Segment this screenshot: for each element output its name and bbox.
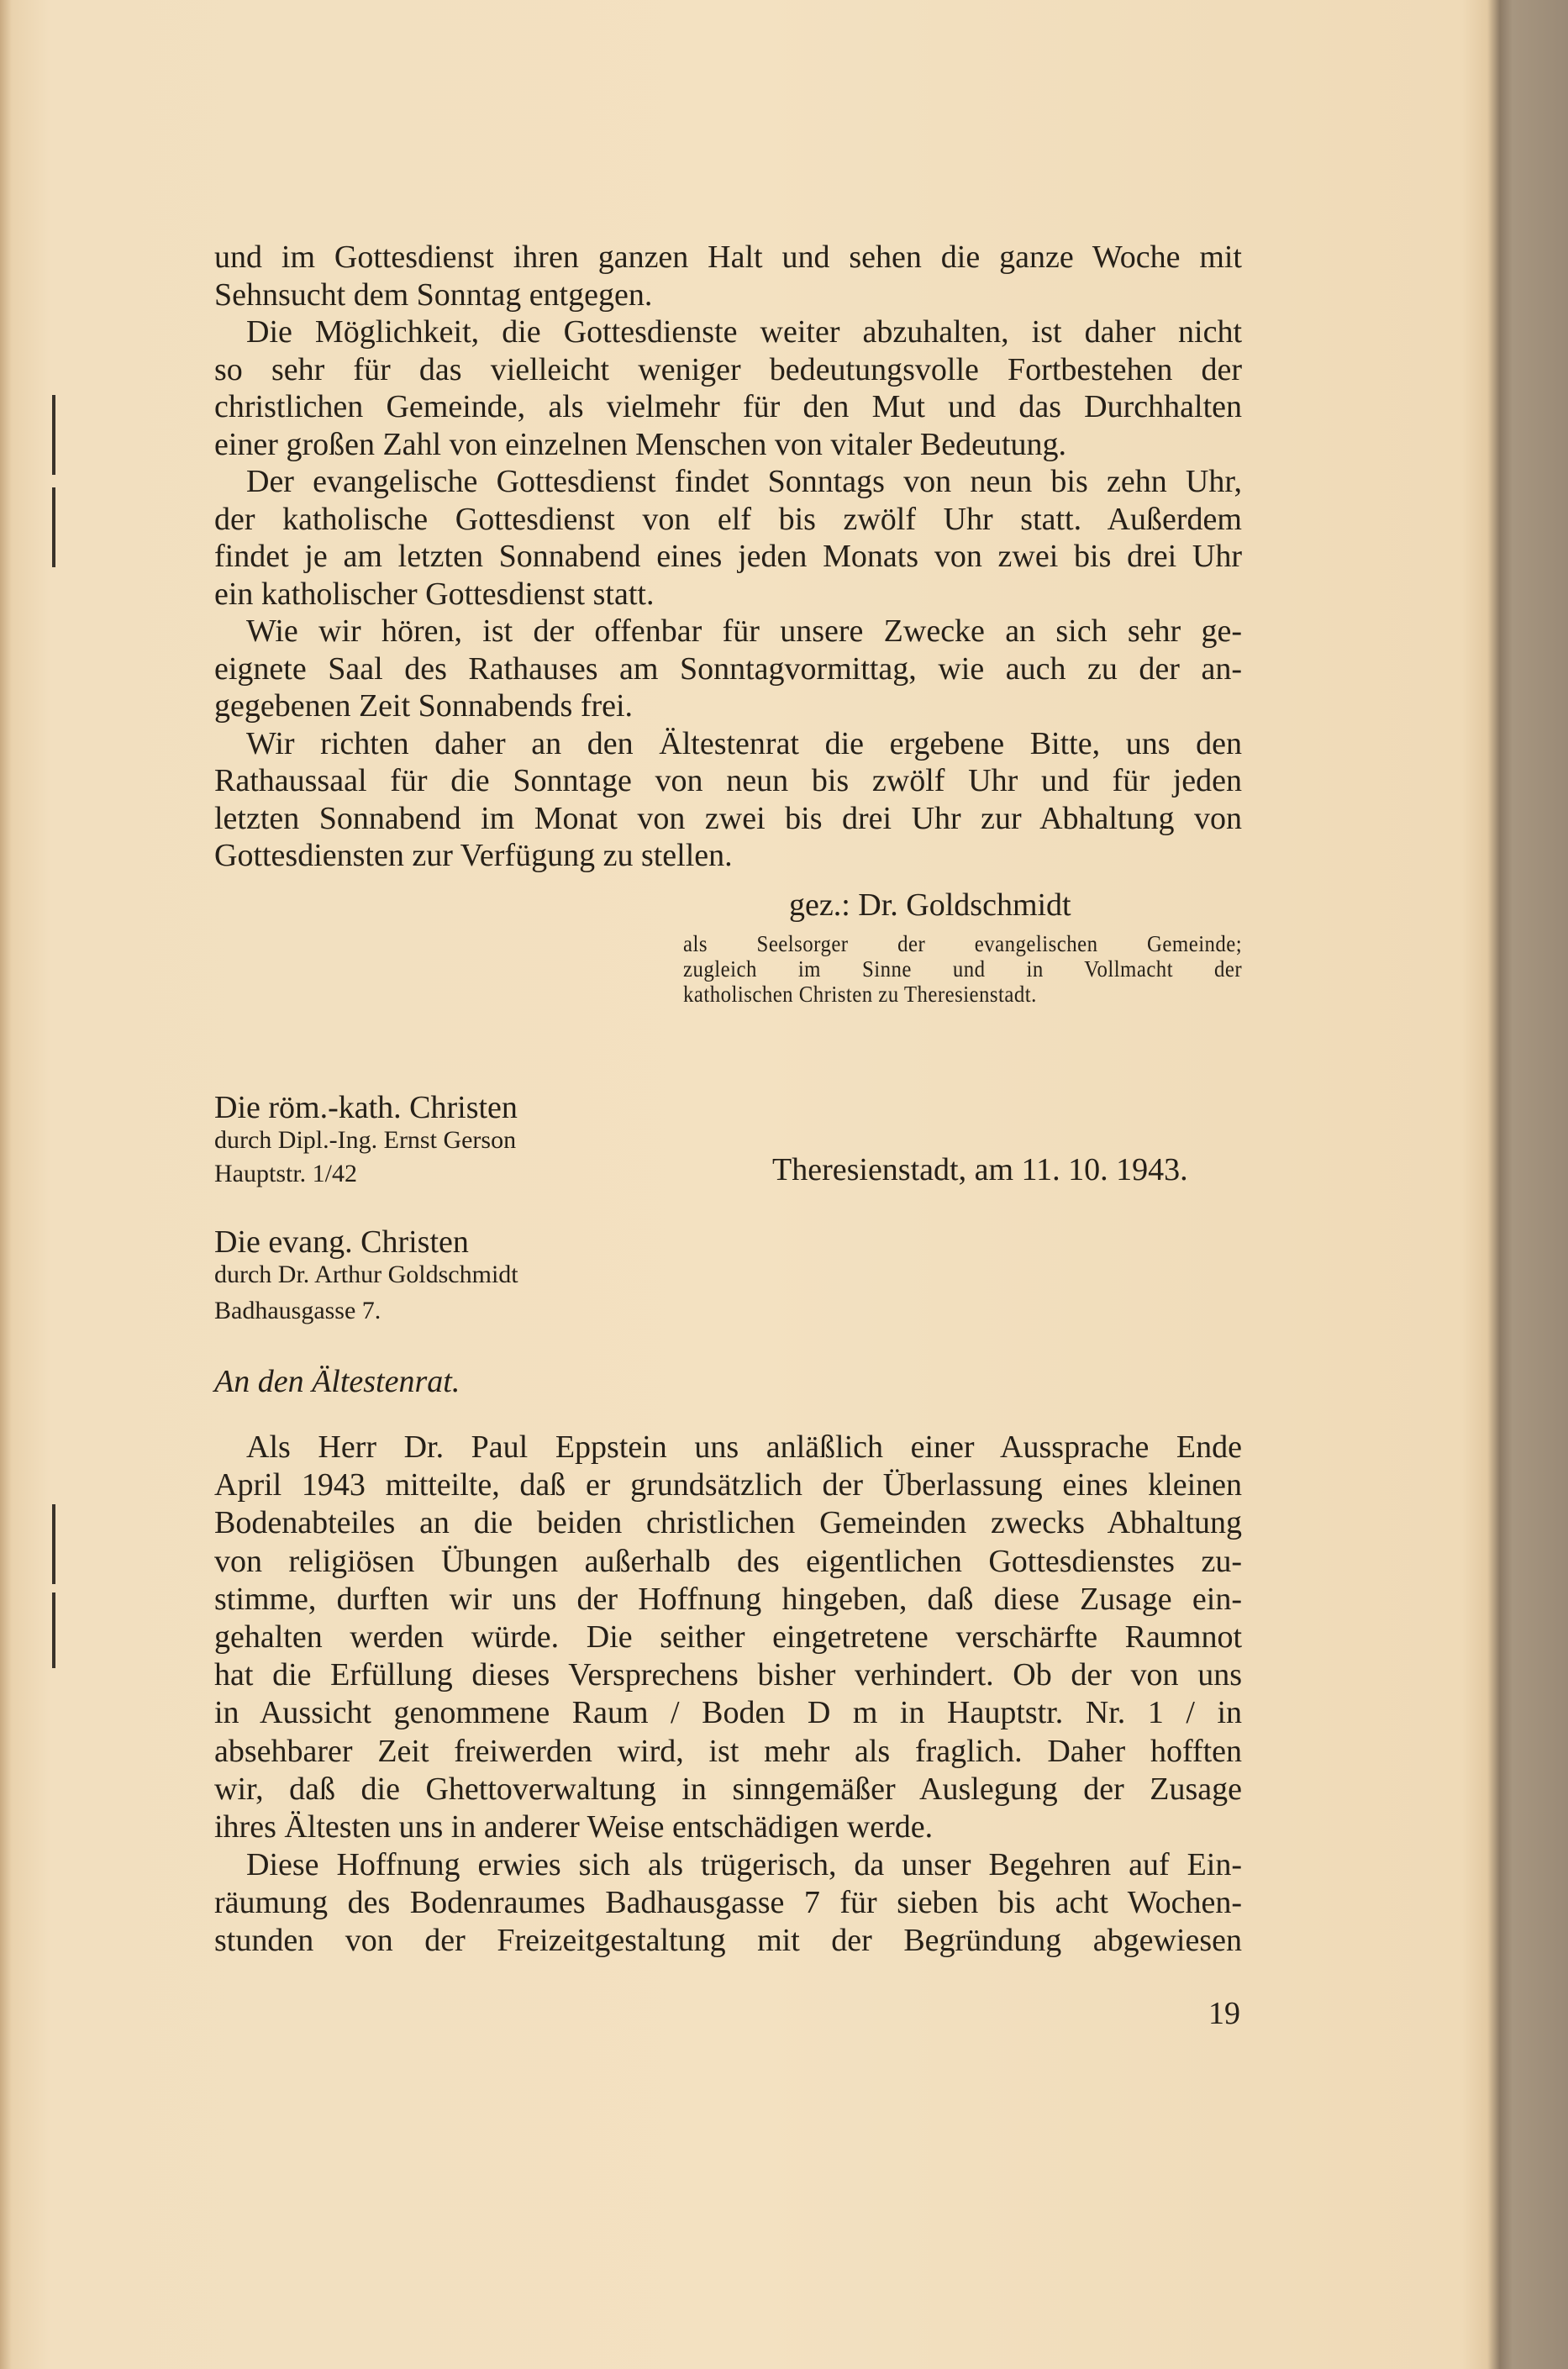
text-line: Diese Hoffnung erwies sich als trügerisch, da unser Begehren auf Ein- bbox=[246, 1847, 1242, 1883]
text-line: einer großen Zahl von einzelnen Menschen von vitaler Bedeutung. bbox=[214, 426, 1067, 462]
text-line: gegebenen Zeit Sonnabends frei. bbox=[214, 688, 634, 724]
text-line: Wir richten daher an den Ältestenrat die ergebene Bitte, uns den bbox=[246, 725, 1242, 761]
text-line: Als Herr Dr. Paul Eppstein uns anläßlich einer Aussprache Ende bbox=[246, 1429, 1242, 1465]
signature-note-line: katholischen Christen zu Theresienstadt. bbox=[683, 982, 1037, 1007]
text-line: von religiösen Übungen außerhalb des eigentlichen Gottesdienstes zu- bbox=[214, 1543, 1242, 1579]
text-line: Der evangelische Gottesdienst findet Sonntags von neun bis zehn Uhr, bbox=[246, 464, 1242, 499]
text-line: Sehnsucht dem Sonntag entgegen. bbox=[214, 276, 653, 313]
sender-catholic-by: durch Dipl.-Ing. Ernst Gerson bbox=[214, 1126, 517, 1154]
text-line: gehalten werden würde. Die seither eingetretene verschärfte Raumnot bbox=[214, 1619, 1242, 1655]
text-line: findet je am letzten Sonnabend eines jeden Monats von zwei bis drei Uhr bbox=[214, 539, 1242, 574]
text-line: und im Gottesdienst ihren ganzen Halt und sehen die ganze Woche mit bbox=[214, 240, 1242, 275]
text-line: absehbarer Zeit freiwerden wird, ist mehr als fraglich. Daher hofften bbox=[214, 1733, 1242, 1769]
text-line: wir, daß die Ghettoverwaltung in sinngemäßer Auslegung der Zusage bbox=[214, 1771, 1242, 1807]
signature-line: gez.: Dr. Goldschmidt bbox=[789, 887, 1071, 923]
text-line: Bodenabteiles an die beiden christlichen Gemeinden zwecks Abhaltung bbox=[214, 1505, 1242, 1541]
text-line: der katholische Gottesdienst von elf bis zwölf Uhr statt. Außerdem bbox=[214, 501, 1242, 537]
binding-staple-mark bbox=[52, 487, 55, 567]
text-line: in Aussicht genommene Raum / Boden D m in Hauptstr. Nr. 1 / in bbox=[214, 1695, 1242, 1731]
body-text-top bbox=[214, 239, 1242, 875]
sender-catholic-title: Die röm.-kath. Christen bbox=[214, 1090, 518, 1125]
signature-note bbox=[683, 931, 1242, 1007]
sender-protestant-by: durch Dr. Arthur Goldschmidt bbox=[214, 1261, 518, 1288]
place-date: Theresienstadt, am 11. 10. 1943. bbox=[772, 1152, 1188, 1187]
signature-note-line: als Seelsorger der evangelischen Gemeinde; bbox=[683, 931, 1243, 956]
addressee: An den Ältestenrat. bbox=[214, 1364, 460, 1399]
text-line: Die Möglichkeit, die Gottesdienste weiter abzuhalten, ist daher nicht bbox=[246, 314, 1242, 350]
sender-protestant-title: Die evang. Christen bbox=[214, 1224, 469, 1260]
text-line: stimme, durften wir uns der Hoffnung hingeben, daß diese Zusage ein- bbox=[214, 1581, 1242, 1617]
body-text-bottom bbox=[214, 1429, 1242, 1961]
text-line: christlichen Gemeinde, als vielmehr für den Mut und das Durchhalten bbox=[214, 389, 1242, 424]
text-line: Gottesdiensten zur Verfügung zu stellen. bbox=[214, 838, 733, 873]
signature-note-line: zugleich im Sinne und in Vollmacht der bbox=[683, 956, 1243, 982]
binding-staple-mark bbox=[52, 1592, 55, 1668]
text-line: April 1943 mitteilte, daß er grundsätzlich der Überlassung eines kleinen bbox=[214, 1467, 1242, 1503]
sender-catholic-address: Hauptstr. 1/42 bbox=[214, 1160, 357, 1187]
text-line: stunden von der Freizeitgestaltung mit der Begründung abgewiesen bbox=[214, 1923, 1242, 1959]
binding-staple-mark bbox=[52, 1504, 55, 1584]
text-line: Wie wir hören, ist der offenbar für unsere Zwecke an sich sehr ge- bbox=[246, 613, 1242, 649]
text-line: so sehr für das vielleicht weniger bedeutungsvolle Fortbestehen der bbox=[214, 351, 1242, 387]
text-line: hat die Erfüllung dieses Versprechens bisher verhindert. Ob der von uns bbox=[214, 1657, 1242, 1693]
sender-protestant-address: Badhausgasse 7. bbox=[214, 1297, 381, 1324]
page-number: 19 bbox=[1208, 1996, 1240, 2031]
binding-staple-mark bbox=[52, 395, 55, 475]
text-line: räumung des Bodenraumes Badhausgasse 7 für sieben bis acht Wochen- bbox=[214, 1885, 1242, 1921]
text-line: ihres Ältesten uns in anderer Weise entschädigen werde. bbox=[214, 1808, 934, 1845]
text-line: Rathaussaal für die Sonntage von neun bis zwölf Uhr und für jeden bbox=[214, 763, 1242, 798]
text-line: letzten Sonnabend im Monat von zwei bis drei Uhr zur Abhaltung von bbox=[214, 800, 1242, 836]
text-line: eignete Saal des Rathauses am Sonntagvormittag, wie auch zu der an- bbox=[214, 650, 1242, 687]
text-line: ein katholischer Gottesdienst statt. bbox=[214, 576, 655, 612]
